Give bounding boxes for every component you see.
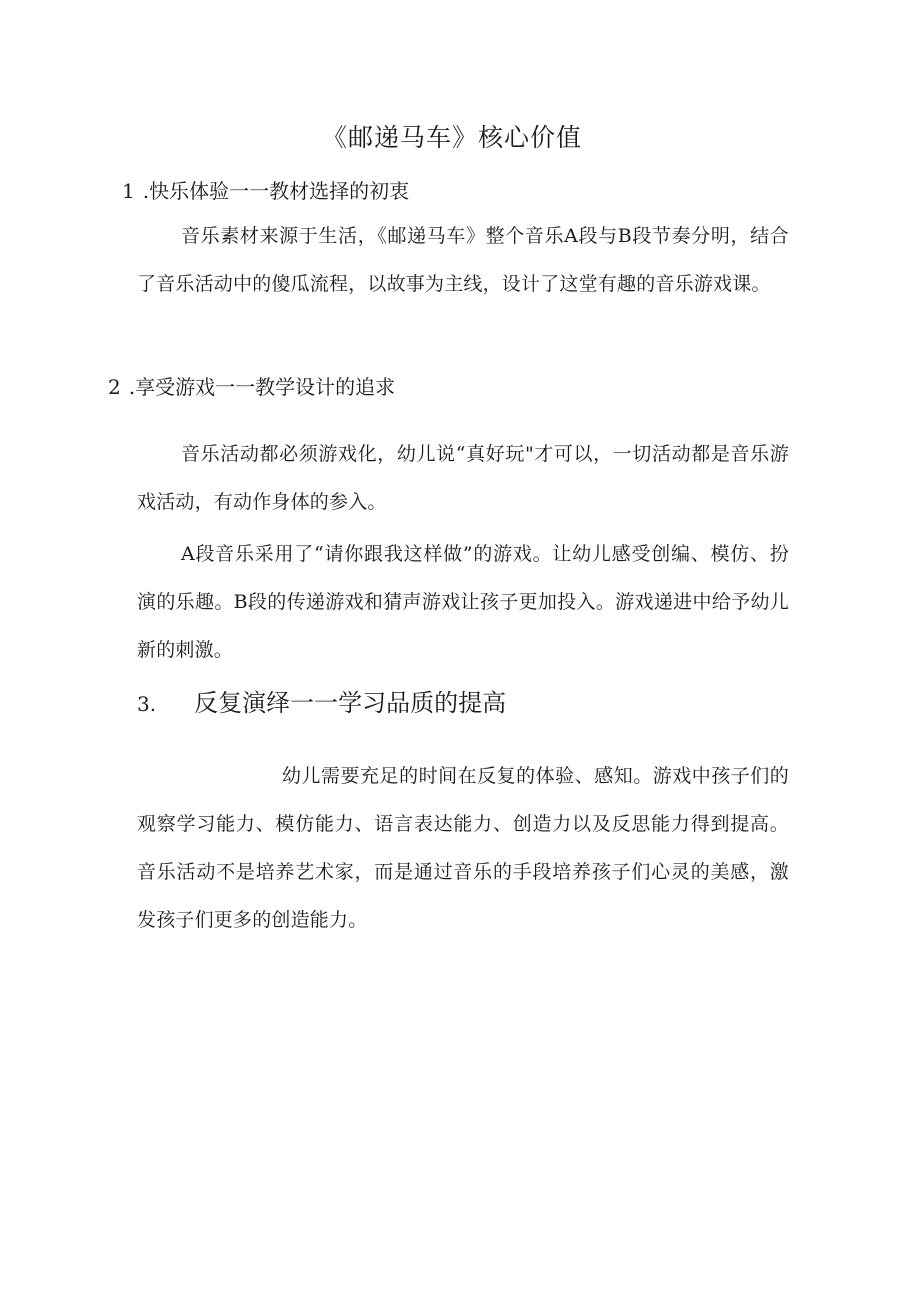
section-2-title: .享受游戏一一教学设计的追求 bbox=[128, 375, 396, 399]
section-1-title: .快乐体验一一教材选择的初衷 bbox=[142, 179, 410, 203]
document-title: 《邮递马车》核心价值 bbox=[321, 123, 582, 152]
section-2-number: 2 bbox=[108, 375, 121, 399]
section-1-heading bbox=[122, 176, 409, 206]
section-2-paragraph-2: A段音乐采用了“请你跟我这样做”的游戏。让幼儿感受创编、模仿、扮演的乐趣。B段的传递游戏和猜声游戏让孩子更加投入。游戏递进中给予幼儿新的刺激。 bbox=[137, 543, 789, 661]
section-3-paragraph-1: 幼儿需要充足的时间在反复的体验、感知。游戏中孩子们的观察学习能力、模仿能力、语言表达能力、创造力以及反思能力得到提高。音乐活动不是培养艺术家，而是通过音乐的手段培养孩子们心灵的美感，激发孩子们更多的创造能力。 bbox=[137, 765, 789, 931]
section-1-paragraph-1: 音乐素材来源于生活，《邮递马车》整个音乐A段与B段节奏分明，结合了音乐活动中的傻瓜流程，以故事为主线，设计了这堂有趣的音乐游戏课。 bbox=[137, 225, 789, 295]
section-3-title: 反复演绎一一学习品质的提高 bbox=[194, 689, 507, 717]
section-3-heading bbox=[137, 686, 506, 721]
section-2-paragraph-1: 音乐活动都必须游戏化，幼儿说“真好玩"才可以，一切活动都是音乐游戏活动，有动作身体的参入。 bbox=[137, 443, 789, 513]
section-3-number: 3. bbox=[137, 692, 157, 716]
section-2-heading bbox=[108, 372, 395, 402]
section-1-number: 1 bbox=[122, 179, 135, 203]
